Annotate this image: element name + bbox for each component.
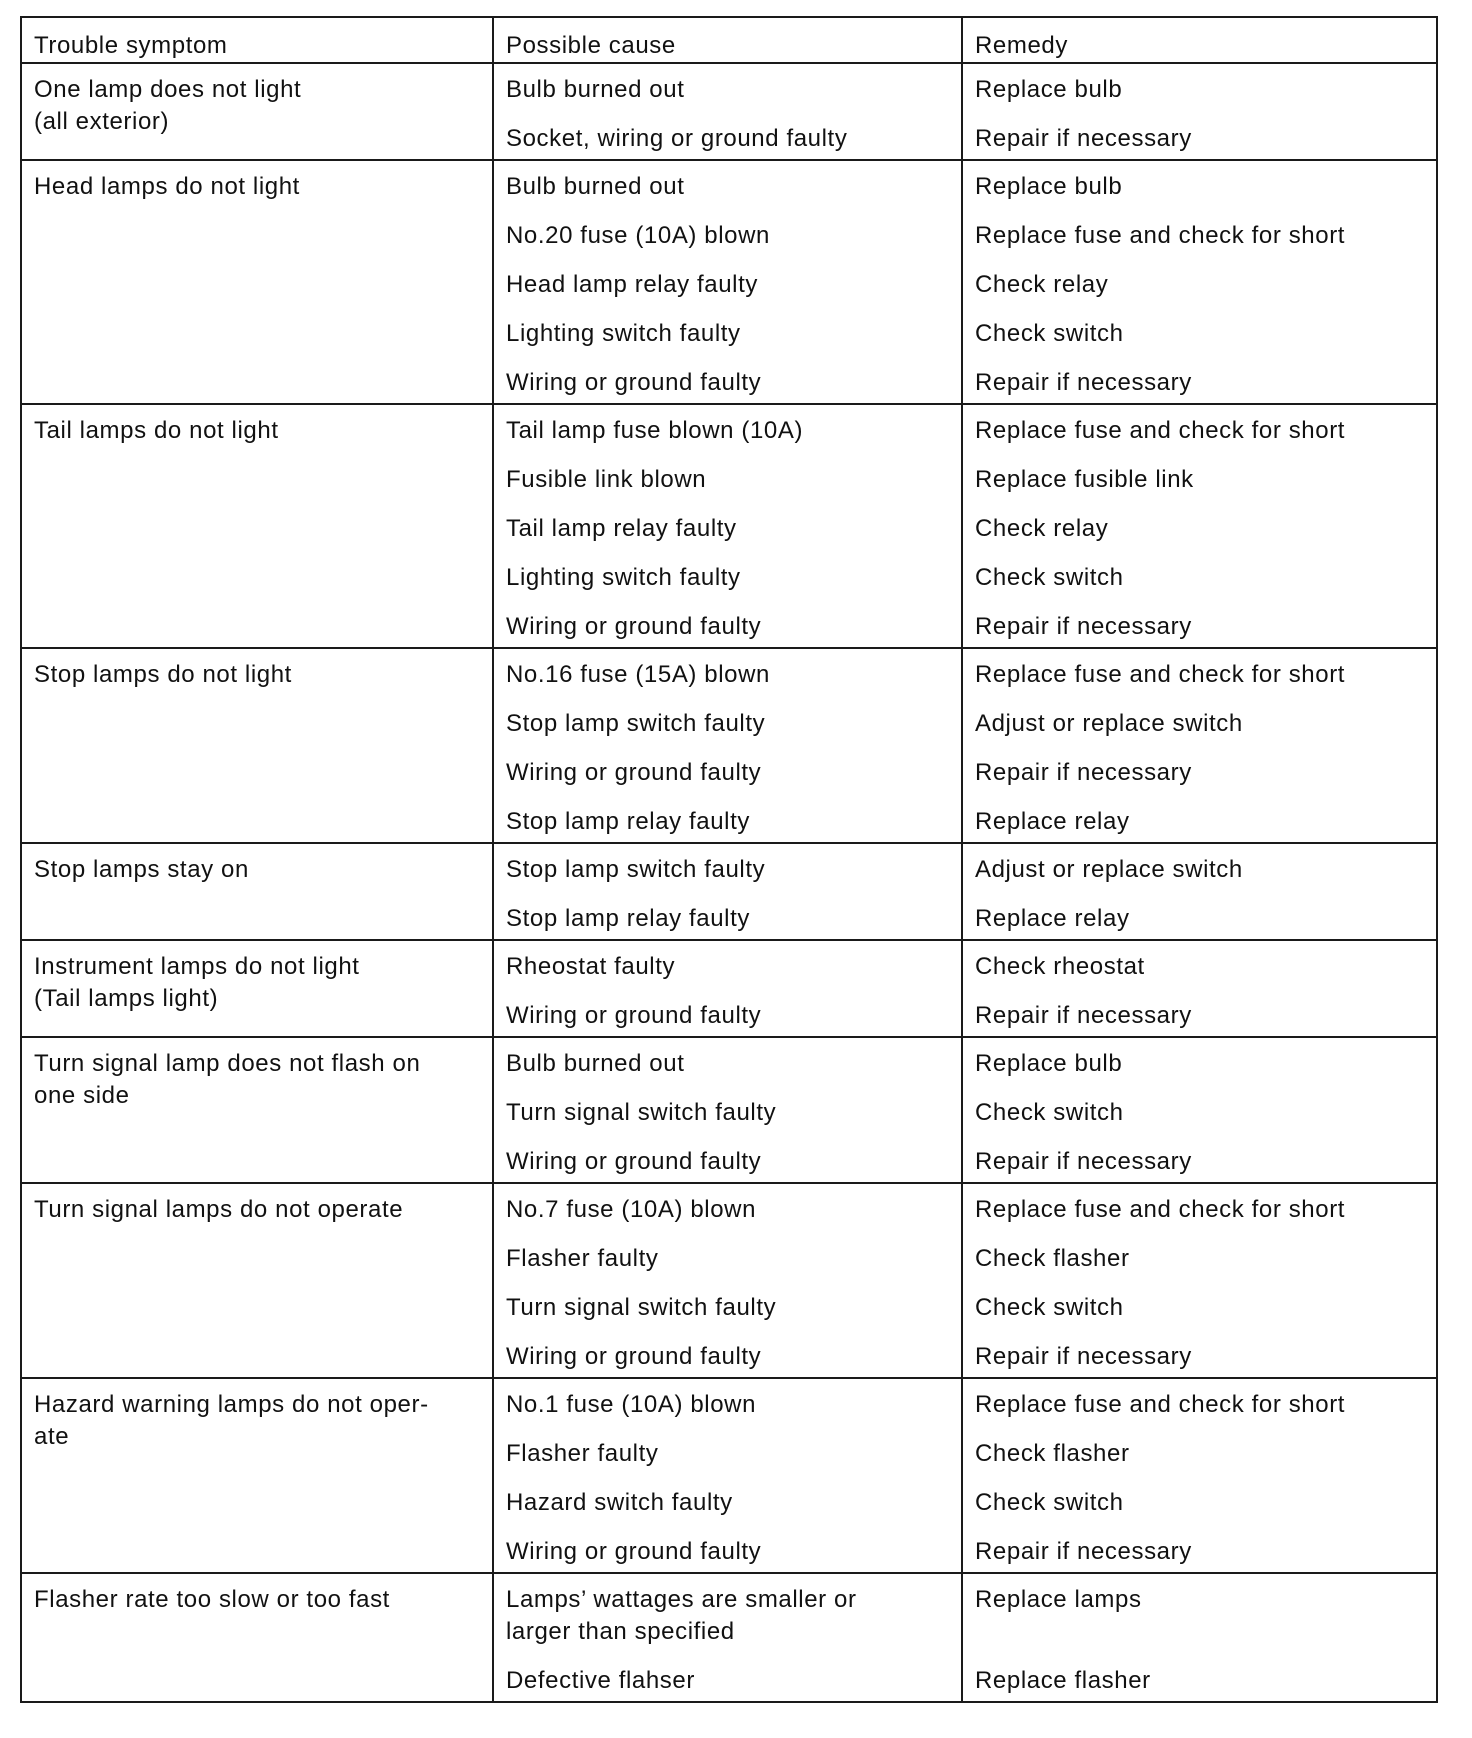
remedy-cell [962, 1037, 1437, 1183]
remedy-item: Replace bulb [975, 173, 1123, 200]
remedy-item-line [975, 1616, 1426, 1648]
remedy-item: Repair if necessary [975, 759, 1192, 786]
symptom-text: Hazard warning lamps do not oper- [34, 1391, 429, 1418]
symptom-cell [21, 1183, 493, 1378]
symptom-text: Flasher rate too slow or too fast [34, 1586, 390, 1613]
cause-item: Stop lamp relay faulty [506, 905, 750, 932]
remedy-item: Repair if necessary [975, 1538, 1192, 1565]
remedy-item: Check rheostat [975, 953, 1145, 980]
remedy-item: Replace flasher [975, 1667, 1151, 1694]
cause-item: Socket, wiring or ground faulty [506, 125, 848, 152]
cause-item: Wiring or ground faulty [506, 759, 762, 786]
table-row [21, 1573, 1437, 1702]
symptom-text: Head lamps do not light [34, 173, 300, 200]
symptom-cell [21, 1037, 493, 1183]
remedy-item: Replace bulb [975, 76, 1123, 103]
symptom-cell [21, 160, 493, 404]
remedy-item: Replace fuse and check for short [975, 222, 1346, 249]
cause-item: Flasher faulty [506, 1440, 659, 1467]
cause-cell [493, 1378, 962, 1573]
table-row [21, 648, 1437, 843]
symptom-text: Instrument lamps do not light [34, 953, 360, 980]
remedy-item: Check switch [975, 320, 1124, 347]
table-row [21, 940, 1437, 1037]
table-row [21, 404, 1437, 648]
remedy-cell [962, 1183, 1437, 1378]
remedy-item: Check flasher [975, 1440, 1130, 1467]
cause-item: Wiring or ground faulty [506, 1148, 762, 1175]
remedy-cell [962, 160, 1437, 404]
symptom-cell [21, 1378, 493, 1573]
symptom-text: ate [34, 1423, 70, 1450]
header-possible-cause: Possible cause [493, 17, 962, 63]
remedy-item: Replace fuse and check for short [975, 1196, 1346, 1223]
cause-item: Tail lamp fuse blown (10A) [506, 417, 804, 444]
table-row [21, 843, 1437, 940]
remedy-item-line: Replace lamps [975, 1586, 1142, 1613]
remedy-item: Replace fusible link [975, 466, 1194, 493]
cause-item: No.1 fuse (10A) blown [506, 1391, 757, 1418]
cause-cell [493, 160, 962, 404]
symptom-text: Stop lamps stay on [34, 856, 249, 883]
table-header [21, 17, 1437, 63]
cause-item: Wiring or ground faulty [506, 1343, 762, 1370]
remedy-item: Repair if necessary [975, 1002, 1192, 1029]
remedy-cell [962, 404, 1437, 648]
cause-item: No.16 fuse (15A) blown [506, 661, 771, 688]
header-row [21, 17, 1437, 63]
cause-cell [493, 843, 962, 940]
cause-item: No.7 fuse (10A) blown [506, 1196, 757, 1223]
remedy-item: Check switch [975, 1489, 1124, 1516]
cause-cell [493, 1037, 962, 1183]
remedy-item [975, 1584, 1426, 1648]
cause-item: Turn signal switch faulty [506, 1294, 777, 1321]
cause-item: Flasher faulty [506, 1245, 659, 1272]
symptom-text: Turn signal lamps do not operate [34, 1196, 404, 1223]
cause-item: Bulb burned out [506, 76, 685, 103]
header-trouble-symptom: Trouble symptom [21, 17, 493, 63]
table-row [21, 1378, 1437, 1573]
symptom-text: one side [34, 1082, 130, 1109]
cause-item: Bulb burned out [506, 1050, 685, 1077]
remedy-item: Adjust or replace switch [975, 856, 1243, 883]
cause-item: Tail lamp relay faulty [506, 515, 737, 542]
cause-item-line: Lamps’ wattages are smaller or [506, 1586, 857, 1613]
symptom-text: Stop lamps do not light [34, 661, 292, 688]
cause-item [506, 1584, 951, 1648]
remedy-item: Repair if necessary [975, 1148, 1192, 1175]
cause-item: Head lamp relay faulty [506, 271, 758, 298]
remedy-cell [962, 1573, 1437, 1702]
remedy-item: Replace fuse and check for short [975, 417, 1346, 444]
symptom-text: (Tail lamps light) [34, 985, 219, 1012]
remedy-cell [962, 1378, 1437, 1573]
cause-item: Wiring or ground faulty [506, 1002, 762, 1029]
remedy-item: Check switch [975, 1294, 1124, 1321]
symptom-cell [21, 63, 493, 160]
remedy-item: Check flasher [975, 1245, 1130, 1272]
remedy-item: Replace relay [975, 905, 1130, 932]
cause-item: Fusible link blown [506, 466, 707, 493]
remedy-cell [962, 940, 1437, 1037]
symptom-cell [21, 843, 493, 940]
symptom-text: Tail lamps do not light [34, 417, 279, 444]
remedy-item: Replace fuse and check for short [975, 661, 1346, 688]
cause-item: Stop lamp relay faulty [506, 808, 750, 835]
header-remedy: Remedy [962, 17, 1437, 63]
symptom-text: One lamp does not light [34, 76, 302, 103]
remedy-item: Replace fuse and check for short [975, 1391, 1346, 1418]
cause-item: Wiring or ground faulty [506, 1538, 762, 1565]
remedy-item: Check switch [975, 564, 1124, 591]
cause-item: Lighting switch faulty [506, 320, 741, 347]
cause-item-line: larger than specified [506, 1618, 735, 1645]
remedy-item: Adjust or replace switch [975, 710, 1243, 737]
remedy-item: Repair if necessary [975, 125, 1192, 152]
cause-cell [493, 648, 962, 843]
remedy-cell [962, 648, 1437, 843]
symptom-cell [21, 1573, 493, 1702]
cause-cell [493, 1573, 962, 1702]
table-body [21, 63, 1437, 1702]
remedy-cell [962, 63, 1437, 160]
table-row [21, 160, 1437, 404]
cause-item: Rheostat faulty [506, 953, 676, 980]
symptom-cell [21, 404, 493, 648]
symptom-text: Turn signal lamp does not flash on [34, 1050, 421, 1077]
remedy-item: Repair if necessary [975, 613, 1192, 640]
cause-item: Stop lamp switch faulty [506, 856, 766, 883]
symptom-cell [21, 940, 493, 1037]
table-row [21, 1037, 1437, 1183]
cause-cell [493, 1183, 962, 1378]
remedy-item: Replace relay [975, 808, 1130, 835]
remedy-item: Repair if necessary [975, 369, 1192, 396]
remedy-item: Repair if necessary [975, 1343, 1192, 1370]
troubleshooting-table [20, 16, 1438, 1703]
remedy-item: Check relay [975, 271, 1109, 298]
symptom-cell [21, 648, 493, 843]
remedy-item: Replace bulb [975, 1050, 1123, 1077]
table-row [21, 1183, 1437, 1378]
cause-item: Stop lamp switch faulty [506, 710, 766, 737]
table-row [21, 63, 1437, 160]
symptom-text: (all exterior) [34, 108, 170, 135]
cause-item: Bulb burned out [506, 173, 685, 200]
cause-item: Lighting switch faulty [506, 564, 741, 591]
cause-item: Turn signal switch faulty [506, 1099, 777, 1126]
remedy-cell [962, 843, 1437, 940]
cause-cell [493, 940, 962, 1037]
remedy-item: Check switch [975, 1099, 1124, 1126]
cause-item: Hazard switch faulty [506, 1489, 733, 1516]
cause-item: Wiring or ground faulty [506, 613, 762, 640]
cause-cell [493, 404, 962, 648]
cause-item: No.20 fuse (10A) blown [506, 222, 771, 249]
cause-cell [493, 63, 962, 160]
remedy-item: Check relay [975, 515, 1109, 542]
cause-item: Defective flahser [506, 1667, 695, 1694]
cause-item: Wiring or ground faulty [506, 369, 762, 396]
